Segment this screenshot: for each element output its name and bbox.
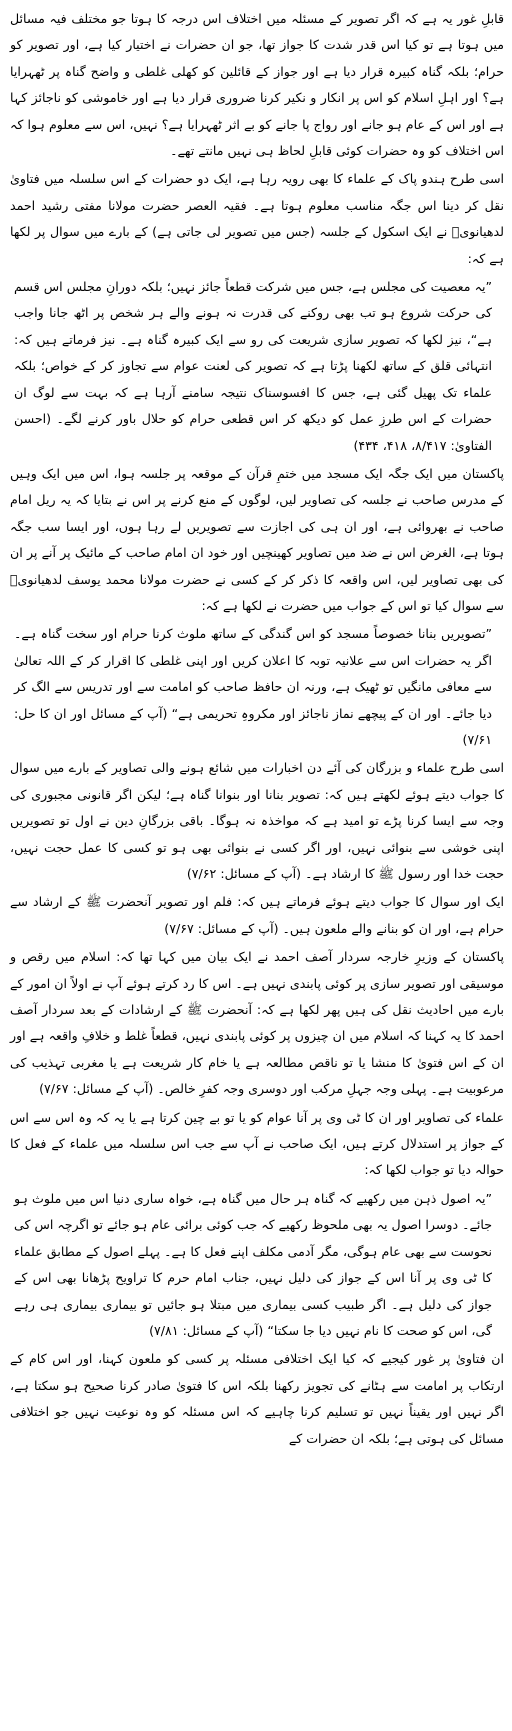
paragraph-foreign-minister: پاکستان کے وزیرِ خارجہ سردار آصف احمد نے ایک بیان میں کہا تھا کہ: اسلام میں رقص و موسیقی اور تصویر سازی پر کوئی پابندی نہیں ہے۔ اس کا رد کرتے ہوئے آپ نے اولاً ان امور کے بارے میں احادیث نقل کی ہیں پھر لکھا ہے کہ: آنحضرت ﷺ کے ارشادات کے بعد سردار آصف احمد کا یہ کہنا کہ اسلام میں ان چیزوں پر کوئی پابندی نہیں، قطعاً غلط و خلافِ واقعہ ہے اور ان کے اس فتویٰ کا منشا یا تو ناقص مطالعہ ہے یا خام کار شریعت ہے یا مغربی تہذیب کی مرعوبیت ہے۔ پہلی وجہ جہلِ مرکب اور دوسری وجہ کفرِ خالص۔ (آپ کے مسائل: ۷/۶۷) bbox=[10, 949, 504, 1097]
paragraph-mosque-incident: پاکستان میں ایک جگہ ایک مسجد میں ختمِ قرآن کے موقعہ پر جلسہ ہوا، اس میں ایک وہیں کے مدرس صاحب نے جلسہ کی تصاویر لیں، لوگوں کے منع کرنے پر اس نے بتایا کہ یہ ریل امام صاحب نے بھروائی ہے، اور ان ہی کی اجازت سے تصویریں لے رہا ہوں، اور ایسا سب جگہ ہوتا ہے، الغرض اس نے ضد میں تصاویر کھینچیں اور خود ان امام صاحب کے مائیک پر آنے پر ان کی بھی تصاویر لیں، اس واقعہ کا ذکر کر کے کسی نے حضرت مولانا محمد یوسف لدھیانویؒ سے سوال کیا تو اس کے جواب میں حضرت نے لکھا ہے کہ: bbox=[10, 465, 504, 613]
paragraph-ludhianvi-fatwa-intro: اسی طرح ہندو پاک کے علماء کا بھی رویہ رہا ہے، ایک دو حضرات کے اس سلسلہ میں فتاویٰ نقل کر دینا اس جگہ مناسب معلوم ہوتا ہے۔ فقیہ العصر حضرت مولانا مفتی رشید احمد لدھیانویؒ نے ایک اسکول کے جلسہ (جس میں تصویر لی جاتی ہے) کے بارے میں سوال پر لکھا ہے کہ: bbox=[10, 171, 504, 266]
paragraph-intro: قابلِ غور یہ ہے کہ اگر تصویر کے مسئلہ میں اختلاف اس درجہ کا ہوتا جو مختلف فیہ مسائل میں ہوتا ہے تو کیا اس قدر شدت کا جواز تھا، جو ان حضرات نے اختیار کیا ہے، اور تصویر کو حرام؛ بلکہ گناہ کبیرہ قرار دیا ہے اور جواز کے قائلین کو کھلی غلطی و واضح گناہ پر ٹھہرایا ہے؟ اور اہلِ اسلام کو اس پر انکار و نکیر کرنا ضروری قرار دیا ہے اور خاموشی کو ناجائز کہا ہے اور اس کے عام ہو جانے اور رواج پا جانے کو بے اثر ٹھہرایا ہے؟ نہیں، اس سے معلوم ہوا کہ اس اختلاف کو وہ حضرات کوئی قابلِ لحاظ ہی نہیں مانتے تھے۔ bbox=[10, 11, 504, 159]
paragraph-scholars-on-tv: علماء کی تصاویر اور ان کا ٹی وی پر آنا عوام کو یا تو بے چین کرتا ہے یا یہ کہ وہ اس سے اس کے جواز پر استدلال کرتے ہیں، ایک صاحب نے آپ سے جب اس سلسلہ میں علماء کے فعل کا حوالہ دیا تو جواب لکھا کہ: bbox=[10, 1109, 504, 1178]
quote-aap-ke-masail-61: ”تصویریں بنانا خصوصاً مسجد کو اس گندگی کے ساتھ ملوث کرنا حرام اور سخت گناہ ہے۔ اگر یہ حضرات اس سے علانیہ توبہ کا اعلان کریں اور اپنی غلطی کا اقرار کر کے اللہ تعالیٰ سے معافی مانگیں تو ٹھیک ہے، ورنہ ان حافظ صاحب کو امامت سے اور تدریس سے الگ کر دیا جائے۔ اور ان کے پیچھے نماز ناجائز اور مکروہِ تحریمی ہے“ (آپ کے مسائل اور ان کا حل: ۷/۶۱) bbox=[14, 626, 492, 747]
quote-aap-ke-masail-81: ”یہ اصول ذہن میں رکھیے کہ گناہ ہر حال میں گناہ ہے، خواہ ساری دنیا اس میں ملوث ہو جائے۔ دوسرا اصول یہ بھی ملحوظ رکھیے کہ جب کوئی برائی عام ہو جائے تو اگرچہ اس کی نحوست سے بھی عام ہوگی، مگر آدمی مکلف اپنے فعل کا ہے۔ پہلے اصول کے مطابق علماء کا ٹی وی پر آنا اس کے جواز کی دلیل نہیں، جناب امام حرم کا تراویح پڑھانا بھی اس کے جواز کی دلیل ہے۔ اگر طبیب کسی بیماری میں مبتلا ہو جائیں تو بیماری بیماری ہی رہے گی، اس کو صحت کا نام نہیں دیا جا سکتا“ (آپ کے مسائل: ۷/۸۱) bbox=[14, 1190, 492, 1338]
paragraph-conclusion: ان فتاویٰ پر غور کیجیے کہ کیا ایک اختلافی مسئلہ پر کسی کو ملعون کہنا، اور اس کام کے ارتکاب پر امامت سے ہٹانے کی تجویز رکھنا بلکہ اس کا فتویٰ صادر کرنا صحیح ہو سکتا ہے، اگر نہیں اور یقیناً نہیں تو تسلیم کرنا چاہیے کہ اس مسئلہ کو وہ نوعیت نہیں جو اختلافی مسائل کی ہوتی ہے؛ بلکہ ان حضرات کے bbox=[10, 1351, 504, 1446]
paragraph-newspaper-photos: اسی طرح علماء و بزرگان کی آئے دن اخبارات میں شائع ہونے والی تصاویر کے بارے میں سوال کا جواب دیتے ہوئے لکھتے ہیں کہ: تصویر بنانا اور بنوانا گناہ ہے؛ لیکن اگر قانونی مجبوری کی وجہ سے ایسا کرنا پڑے تو امید ہے کہ مواخذہ نہ ہوگا۔ باقی بزرگانِ دین نے اول تو تصویریں اپنی خوشی سے بنوائی نہیں، اور اگر کسی نے بنوائی بھی ہو تو کسی کا عمل حجت نہیں، حجت خدا اور رسول ﷺ کا ارشاد ہے۔ (آپ کے مسائل: ۷/۶۲) bbox=[10, 760, 504, 881]
paragraph-film-and-photo: ایک اور سوال کا جواب دیتے ہوئے فرماتے ہیں کہ: فلم اور تصویر آنحضرت ﷺ کے ارشاد سے حرام ہے، اور ان کو بنانے والے ملعون ہیں۔ (آپ کے مسائل: ۷/۶۷) bbox=[10, 894, 504, 936]
quote-ahsan-al-fatawa: ”یہ معصیت کی مجلس ہے، جس میں شرکت قطعاً جائز نہیں؛ بلکہ دورانِ مجلس اس قسم کی حرکت شروع ہو تب بھی روکنے کی قدرت نہ ہونے والے ہر شخص پر اٹھ جانا واجب ہے“، نیز لکھا کہ تصویر سازی شریعت کی رو سے ایک کبیرہ گناہ ہے۔ نیز فرماتے ہیں کہ: انتہائی قلق کے ساتھ لکھنا پڑتا ہے کہ تصویر کی لعنت عوام سے تجاوز کر کے خواص؛ بلکہ علماء تک پھیل گئی ہے، جس کا افسوسناک نتیجہ سامنے آرہا ہے کہ بہت سے لوگ ان حضرات کے اس طرزِ عمل کو دیکھ کر اس قطعی حرام کو حلال باور کرنے لگے۔ (احسن الفتاویٰ: ۸/۴۱۷، ۴۱۸، ۴۳۴) bbox=[14, 279, 492, 453]
